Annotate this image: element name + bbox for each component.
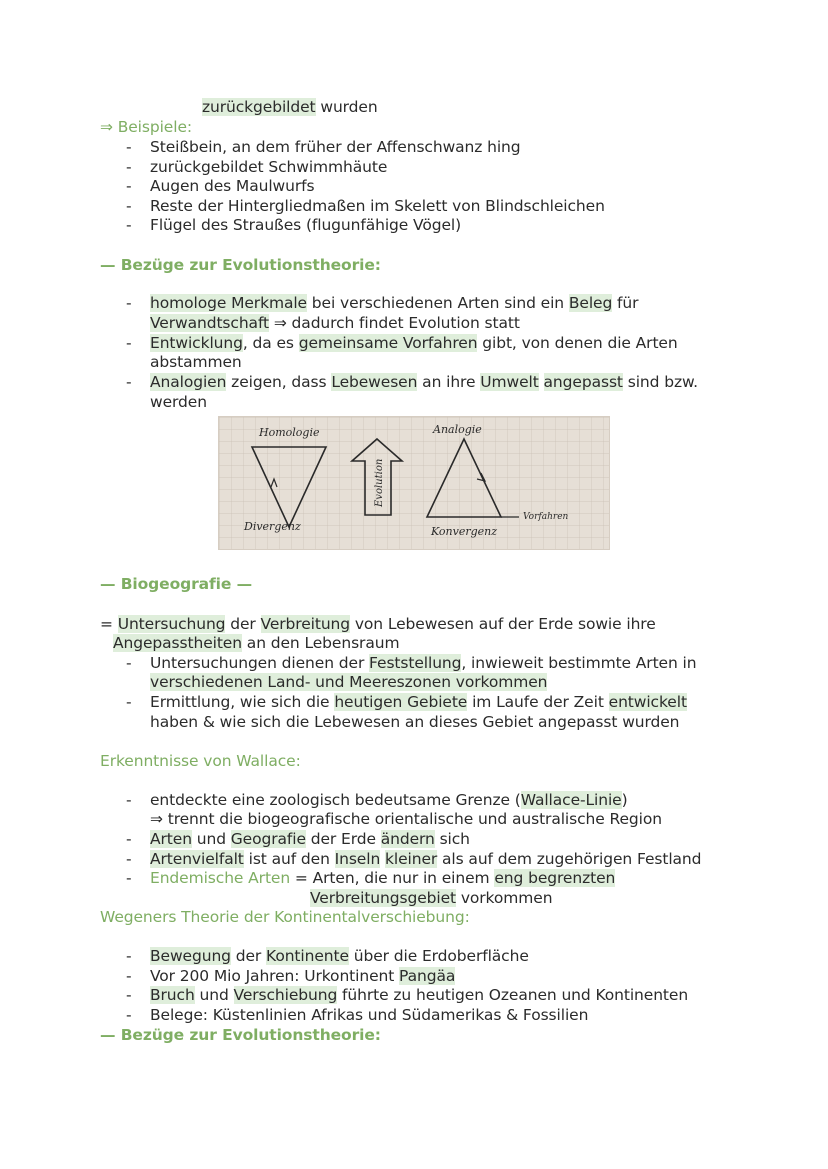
list-item xyxy=(150,372,698,392)
list-item-cont: haben & wie sich die Lebewesen an dieses Gebiet angepasst wurden xyxy=(150,713,680,731)
text: entdeckte eine zoologisch bedeutsame Grenze ( xyxy=(150,791,521,809)
highlight: homologe Merkmale xyxy=(150,294,307,312)
bullet-dash: - xyxy=(126,967,132,985)
bullet-dash: - xyxy=(126,197,132,215)
highlight: Verbreitungsgebiet xyxy=(310,889,456,907)
text: und xyxy=(194,986,234,1004)
highlight: Entwicklung xyxy=(150,334,243,352)
bullet-dash: - xyxy=(126,869,132,887)
text: wurden xyxy=(315,98,378,116)
highlight: Bewegung xyxy=(150,947,231,965)
text: zeigen, dass xyxy=(226,373,332,391)
definition-line xyxy=(100,614,656,634)
bullet-dash: - xyxy=(126,947,132,965)
list-item xyxy=(150,692,687,712)
label-divergenz: Divergenz xyxy=(244,520,301,533)
beispiele-heading: ⇒ Beispiele: xyxy=(100,118,193,136)
text: führte zu heutigen Ozeanen und Kontinenten xyxy=(337,986,689,1004)
text: ist auf den xyxy=(243,850,335,868)
highlight: Arten xyxy=(150,830,192,848)
text: an ihre xyxy=(417,373,481,391)
label-analogie: Analogie xyxy=(433,423,482,436)
text: im Laufe der Zeit xyxy=(467,693,609,711)
text xyxy=(539,373,544,391)
highlight: heutigen Gebiete xyxy=(334,693,468,711)
highlight: entwickelt xyxy=(608,693,687,711)
highlight: Pangäa xyxy=(399,967,456,985)
highlight: Analogien xyxy=(150,373,227,391)
list-item-cont xyxy=(150,313,520,333)
highlight: Artenvielfalt xyxy=(150,850,244,868)
section-heading: — Biogeografie — xyxy=(100,575,252,593)
highlight: Geografie xyxy=(230,830,306,848)
highlight: zurückgebildet xyxy=(202,98,316,116)
text: = Arten, die nur in einem xyxy=(290,869,495,887)
bullet-dash: - xyxy=(126,334,132,352)
highlight: eng begrenzten xyxy=(494,869,616,887)
highlight: Untersuchung xyxy=(117,615,226,633)
text: von Lebewesen auf der Erde sowie ihre xyxy=(350,615,656,633)
list-item xyxy=(150,333,678,353)
highlight: Beleg xyxy=(568,294,613,312)
highlight: Angepasstheiten xyxy=(113,634,242,652)
text: ) xyxy=(621,791,628,809)
highlight: Inseln xyxy=(334,850,381,868)
text: bei verschiedenen Arten sind ein xyxy=(306,294,569,312)
list-item: Belege: Küstenlinien Afrikas und Südamerikas & Fossilien xyxy=(150,1006,589,1024)
text: sich xyxy=(434,830,470,848)
text: , inwieweit bestimmte Arten in xyxy=(461,654,697,672)
highlight: Verschiebung xyxy=(233,986,338,1004)
list-item-cont xyxy=(150,672,547,692)
text: , da es xyxy=(242,334,299,352)
term: Endemische Arten xyxy=(150,869,291,887)
list-item: Reste der Hintergliedmaßen im Skelett von Blindschleichen xyxy=(150,197,605,215)
list-item-cont xyxy=(310,888,552,908)
highlight: ändern xyxy=(380,830,435,848)
list-item xyxy=(150,985,688,1005)
list-item xyxy=(150,790,628,810)
bullet-dash: - xyxy=(126,138,132,156)
text: der xyxy=(230,947,267,965)
text: Untersuchungen dienen der xyxy=(150,654,370,672)
list-item xyxy=(150,946,529,966)
bullet-dash: - xyxy=(126,986,132,1004)
section-heading: — Bezüge zur Evolutionstheorie: xyxy=(100,1026,381,1044)
text: als auf dem zugehörigen Festland xyxy=(437,850,702,868)
text: der xyxy=(225,615,261,633)
highlight: Bruch xyxy=(150,986,195,1004)
label-evolution: Evolution xyxy=(374,458,385,507)
diagram-drawing xyxy=(219,417,610,550)
list-item xyxy=(150,868,615,888)
highlight: Verbreitung xyxy=(260,615,351,633)
list-item: Flügel des Straußes (flugunfähige Vögel) xyxy=(150,216,462,234)
bullet-dash: - xyxy=(126,1006,132,1024)
diagram-photo xyxy=(218,416,610,550)
list-item-cont: werden xyxy=(150,393,207,411)
bullet-dash: - xyxy=(126,693,132,711)
label-konvergenz: Konvergenz xyxy=(431,525,498,538)
list-item: Steißbein, an dem früher der Affenschwanz hing xyxy=(150,138,521,156)
highlight: kleiner xyxy=(385,850,438,868)
text: gibt, von denen die Arten xyxy=(477,334,678,352)
section-heading: Erkenntnisse von Wallace: xyxy=(100,752,301,770)
section-heading: — Bezüge zur Evolutionstheorie: xyxy=(100,256,381,274)
section-heading: Wegeners Theorie der Kontinentalverschiebung: xyxy=(100,908,470,926)
list-item xyxy=(150,653,696,673)
highlight: Lebewesen xyxy=(331,373,418,391)
list-item-cont: abstammen xyxy=(150,353,242,371)
list-item xyxy=(150,849,701,869)
bullet-dash: - xyxy=(126,158,132,176)
text: und xyxy=(191,830,231,848)
text: Ermittlung, wie sich die xyxy=(150,693,335,711)
list-item xyxy=(150,966,455,986)
text: über die Erdoberfläche xyxy=(348,947,529,965)
text-line xyxy=(202,97,378,117)
text: = xyxy=(100,615,118,633)
bullet-dash: - xyxy=(126,830,132,848)
list-item: Augen des Maulwurfs xyxy=(150,177,315,195)
label-vorfahren: Vorfahren xyxy=(523,512,569,522)
text: Vor 200 Mio Jahren: Urkontinent xyxy=(150,967,400,985)
bullet-dash: - xyxy=(126,216,132,234)
text: der Erde xyxy=(305,830,381,848)
bullet-dash: - xyxy=(126,294,132,312)
highlight: Feststellung xyxy=(369,654,462,672)
bullet-dash: - xyxy=(126,850,132,868)
highlight: angepasst xyxy=(543,373,623,391)
highlight: verschiedenen Land- und Meereszonen vorkommen xyxy=(150,673,548,691)
list-item-cont: ⇒ trennt die biogeografische orientalische und australische Region xyxy=(150,810,662,828)
highlight: gemeinsame Vorfahren xyxy=(298,334,478,352)
bullet-dash: - xyxy=(126,654,132,672)
highlight: Kontinente xyxy=(266,947,349,965)
bullet-dash: - xyxy=(126,177,132,195)
list-item xyxy=(150,293,638,313)
text: ⇒ dadurch findet Evolution statt xyxy=(269,314,520,332)
highlight: Umwelt xyxy=(480,373,539,391)
highlight: Verwandtschaft xyxy=(150,314,270,332)
bullet-dash: - xyxy=(126,373,132,391)
list-item: zurückgebildet Schwimmhäute xyxy=(150,158,388,176)
bullet-dash: - xyxy=(126,791,132,809)
definition-line xyxy=(113,633,399,653)
text: für xyxy=(612,294,639,312)
list-item xyxy=(150,829,470,849)
highlight: Wallace-Linie xyxy=(520,791,622,809)
text: sind bzw. xyxy=(622,373,698,391)
text: vorkommen xyxy=(456,889,553,907)
text: an den Lebensraum xyxy=(241,634,400,652)
label-homologie: Homologie xyxy=(259,426,320,439)
